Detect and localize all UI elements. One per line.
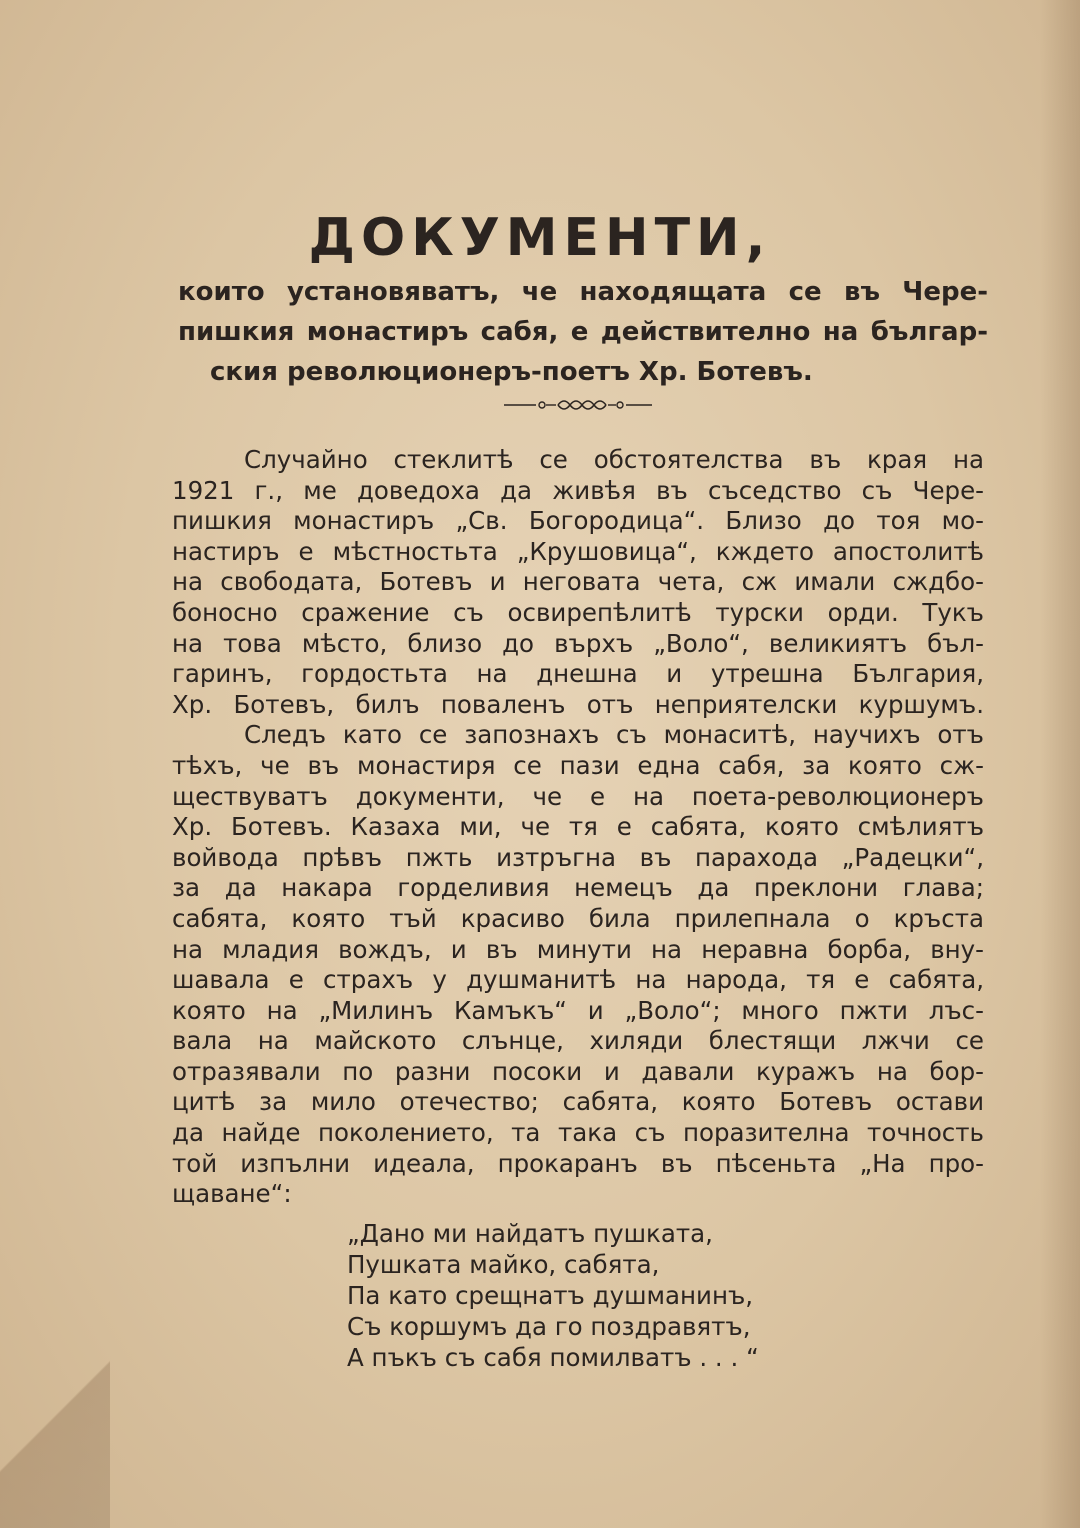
body-line: Хр. Ботевъ. Казаха ми, че тя е сабята, която смѣлиятъ <box>172 812 984 842</box>
body-line: която на „Милинъ Камъкъ“ и „Воло“; много пжти лъс- <box>172 995 984 1025</box>
body-line: ществуватъ документи, че е на поета-революционеръ <box>172 781 984 811</box>
body-line: пишкия монастиръ „Св. Богородица“. Близо до тоя мо- <box>172 506 984 536</box>
body-line: Хр. Ботевъ, билъ поваленъ отъ неприятелски куршумъ. <box>172 689 984 719</box>
body-line: на свободата, Ботевъ и неговата чета, сж имали сждбо- <box>172 567 984 597</box>
body-line: за да накара горделивия немецъ да преклони глава; <box>172 873 984 903</box>
body-line: боносно сражение съ освирепѣлитѣ турски орди. Тукъ <box>172 597 984 627</box>
page-corner-fold <box>0 1358 110 1528</box>
body-line: на това мѣсто, близо до върхъ „Воло“, великиятъ бъл- <box>172 628 984 658</box>
poem-line: А пъкъ съ сабя помилватъ . . . “ <box>347 1343 759 1372</box>
decorative-divider-icon <box>500 394 655 416</box>
body-line: войвода прѣвъ пжть изтръгна въ парахода „Радецки“, <box>172 842 984 872</box>
document-subtitle <box>178 272 988 392</box>
body-line: цитѣ за мило отечество; сабята, която Ботевъ остави <box>172 1087 984 1117</box>
body-line: да найде поколението, та така съ поразителна точность <box>172 1118 984 1148</box>
poem-line: Пушката майко, сабята, <box>347 1250 660 1279</box>
body-line: 1921 г., ме доведоха да живѣя въ съседство съ Чере- <box>172 475 984 505</box>
document-title: ДОКУМЕНТИ, <box>308 208 772 268</box>
body-line: отразявали по разни посоки и давали куражъ на бор- <box>172 1056 984 1086</box>
body-line: сабята, която тъй красиво била прилепнала о кръста <box>172 903 984 933</box>
body-line: на младия вождъ, и въ минути на неравна борба, вну- <box>172 934 984 964</box>
subtitle-line: които установяватъ, че находящата се въ Чере- <box>178 277 988 307</box>
poem-line: Съ коршумъ да го поздравятъ, <box>347 1312 751 1341</box>
body-line: гаринъ, гордостьта на днешна и утрешна България, <box>172 659 984 689</box>
body-line: тѣхъ, че въ монастиря се пази една сабя, за която сж- <box>172 750 984 780</box>
body-line: той изпълни идеала, прокаранъ въ пѣсеньта „На про- <box>172 1148 984 1178</box>
body-line: шавала е страхъ у душманитѣ на народа, тя е сабята, <box>172 965 984 995</box>
body-line: Следъ като се запознахъ съ монаситѣ, научихъ отъ <box>244 720 984 750</box>
body-line: вала на майското слънце, хиляди блестящи лжчи се <box>172 1026 984 1056</box>
body-line: щаване“: <box>172 1179 292 1209</box>
body-line: Случайно стеклитѣ се обстоятелства въ края на <box>244 445 984 474</box>
poem-line: Па като срещнатъ душманинъ, <box>347 1281 754 1310</box>
document-body <box>172 445 984 1210</box>
poem-quote <box>347 1218 759 1373</box>
subtitle-line: пишкия монастиръ сабя, е действително на българ- <box>178 317 988 347</box>
subtitle-line: ския революционеръ-поетъ Хр. Ботевъ. <box>210 357 813 387</box>
poem-line: „Дано ми найдатъ пушката, <box>347 1219 713 1248</box>
body-line: настиръ е мѣстностьта „Крушовица“, кждето апостолитѣ <box>172 536 984 566</box>
